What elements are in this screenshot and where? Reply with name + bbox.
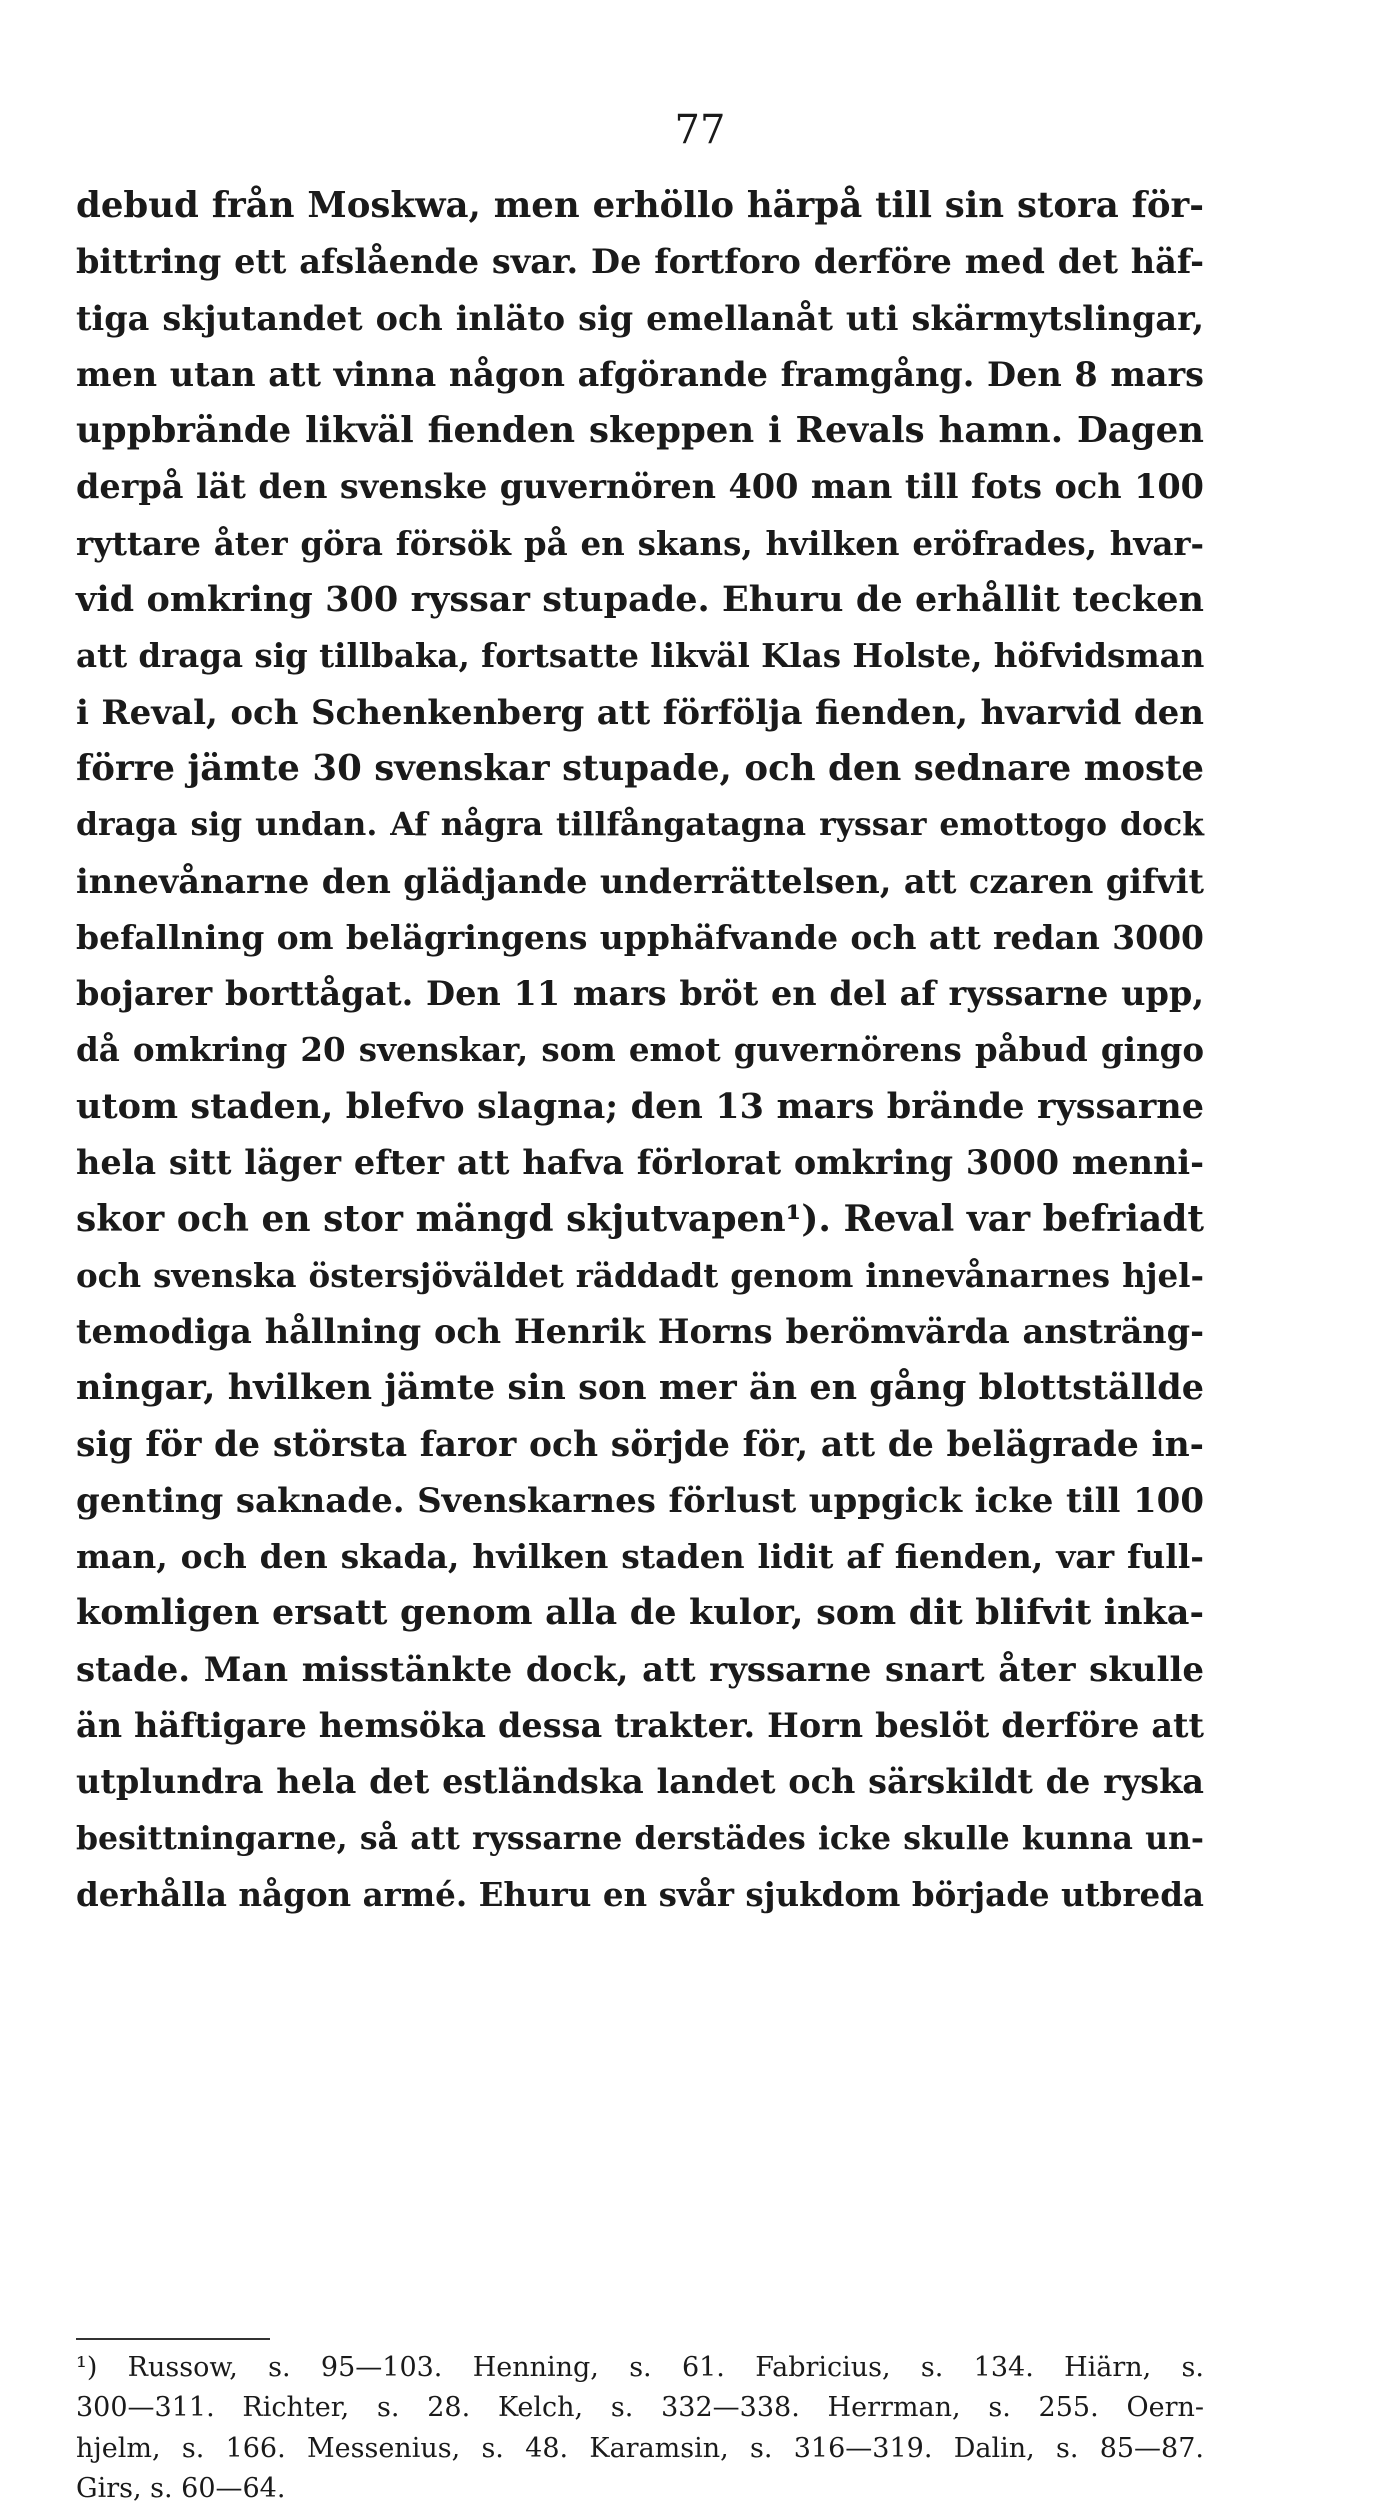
- text-line: temodiga hållning och Henrik Horns berömvärda ansträng-: [76, 1311, 1204, 1351]
- footnotes: [76, 2348, 1204, 2510]
- footnote-line: 300—311. Richter, s. 28. Kelch, s. 332—338. Herrman, s. 255. Oern-: [76, 2392, 1204, 2424]
- text-line: man, och den skada, hvilken staden lidit af fienden, var full-: [76, 1537, 1204, 1577]
- text-line: i Reval, och Schenkenberg att förfölja fienden, hvarvid den: [76, 692, 1204, 733]
- text-line: men utan att vinna någon afgörande framgång. Den 8 mars: [76, 354, 1204, 394]
- text-line: genting saknade. Svenskarnes förlust uppgick icke till 100: [76, 1480, 1204, 1521]
- text-line: vid omkring 300 ryssar stupade. Ehuru de erhållit tecken: [76, 579, 1204, 621]
- text-line: då omkring 20 svenskar, som emot guvernörens påbud gingo: [76, 1030, 1204, 1070]
- footnote-line: hjelm, s. 166. Messenius, s. 48. Karamsin, s. 316—319. Dalin, s. 85—87.: [76, 2432, 1204, 2464]
- text-line: och svenska östersjöväldet räddadt genom innevånarnes hjel-: [76, 1255, 1204, 1295]
- text-line: ningar, hvilken jämte sin son mer än en gång blottställde: [76, 1367, 1204, 1409]
- text-line: draga sig undan. Af några tillfångatagna ryssar emottogo dock: [76, 806, 1204, 844]
- text-line: innevånarne den glädjande underrättelsen, att czaren gifvit: [76, 861, 1204, 901]
- text-line: skor och en stor mängd skjutvapen¹). Reval var befriadt: [76, 1198, 1204, 1241]
- body-text: [76, 178, 1204, 1923]
- footnote-line: Girs, s. 60—64.: [76, 2473, 286, 2505]
- text-line: derhålla någon armé. Ehuru en svår sjukdom började utbreda: [76, 1874, 1204, 1914]
- text-line: debud från Moskwa, men erhöllo härpå till sin stora för-: [76, 185, 1204, 226]
- footnote-divider: [76, 2338, 270, 2340]
- text-line: bojarer borttågat. Den 11 mars bröt en del af ryssarne upp,: [76, 974, 1204, 1014]
- page-number: 77: [674, 107, 726, 153]
- text-line: hela sitt läger efter att hafva förlorat omkring 3000 menni-: [76, 1143, 1204, 1183]
- text-line: utplundra hela det estländska landet och särskildt de ryska: [76, 1762, 1204, 1802]
- text-line: bittring ett afslående svar. De fortforo derföre med det häf-: [76, 242, 1204, 282]
- text-line: än häftigare hemsöka dessa trakter. Horn beslöt derföre att: [76, 1706, 1204, 1746]
- footnote-line: ¹) Russow, s. 95—103. Henning, s. 61. Fabricius, s. 134. Hiärn, s.: [76, 2352, 1204, 2383]
- text-line: förre jämte 30 svenskar stupade, och den sednare moste: [76, 747, 1204, 789]
- text-line: besittningarne, så att ryssarne derstädes icke skulle kunna un-: [76, 1819, 1204, 1857]
- text-line: derpå lät den svenske guvernören 400 man till fots och 100: [76, 467, 1204, 507]
- text-line: ryttare åter göra försök på en skans, hvilken eröfrades, hvar-: [76, 523, 1204, 563]
- text-line: utom staden, blefvo slagna; den 13 mars brände ryssarne: [76, 1085, 1204, 1127]
- text-line: komligen ersatt genom alla de kulor, som dit blifvit inka-: [76, 1592, 1204, 1634]
- text-line: tiga skjutandet och inläto sig emellanåt uti skärmytslingar,: [76, 298, 1204, 338]
- text-line: befallning om belägringens upphäfvande och att redan 3000: [76, 917, 1204, 957]
- text-line: att draga sig tillbaka, fortsatte likväl Klas Holste, höfvidsman: [76, 636, 1205, 676]
- text-line: stade. Man misstänkte dock, att ryssarne snart åter skulle: [76, 1649, 1204, 1690]
- text-line: uppbrände likväl fienden skeppen i Revals hamn. Dagen: [76, 410, 1204, 452]
- text-line: sig för de största faror och sörjde för, att de belägrade in-: [76, 1424, 1204, 1465]
